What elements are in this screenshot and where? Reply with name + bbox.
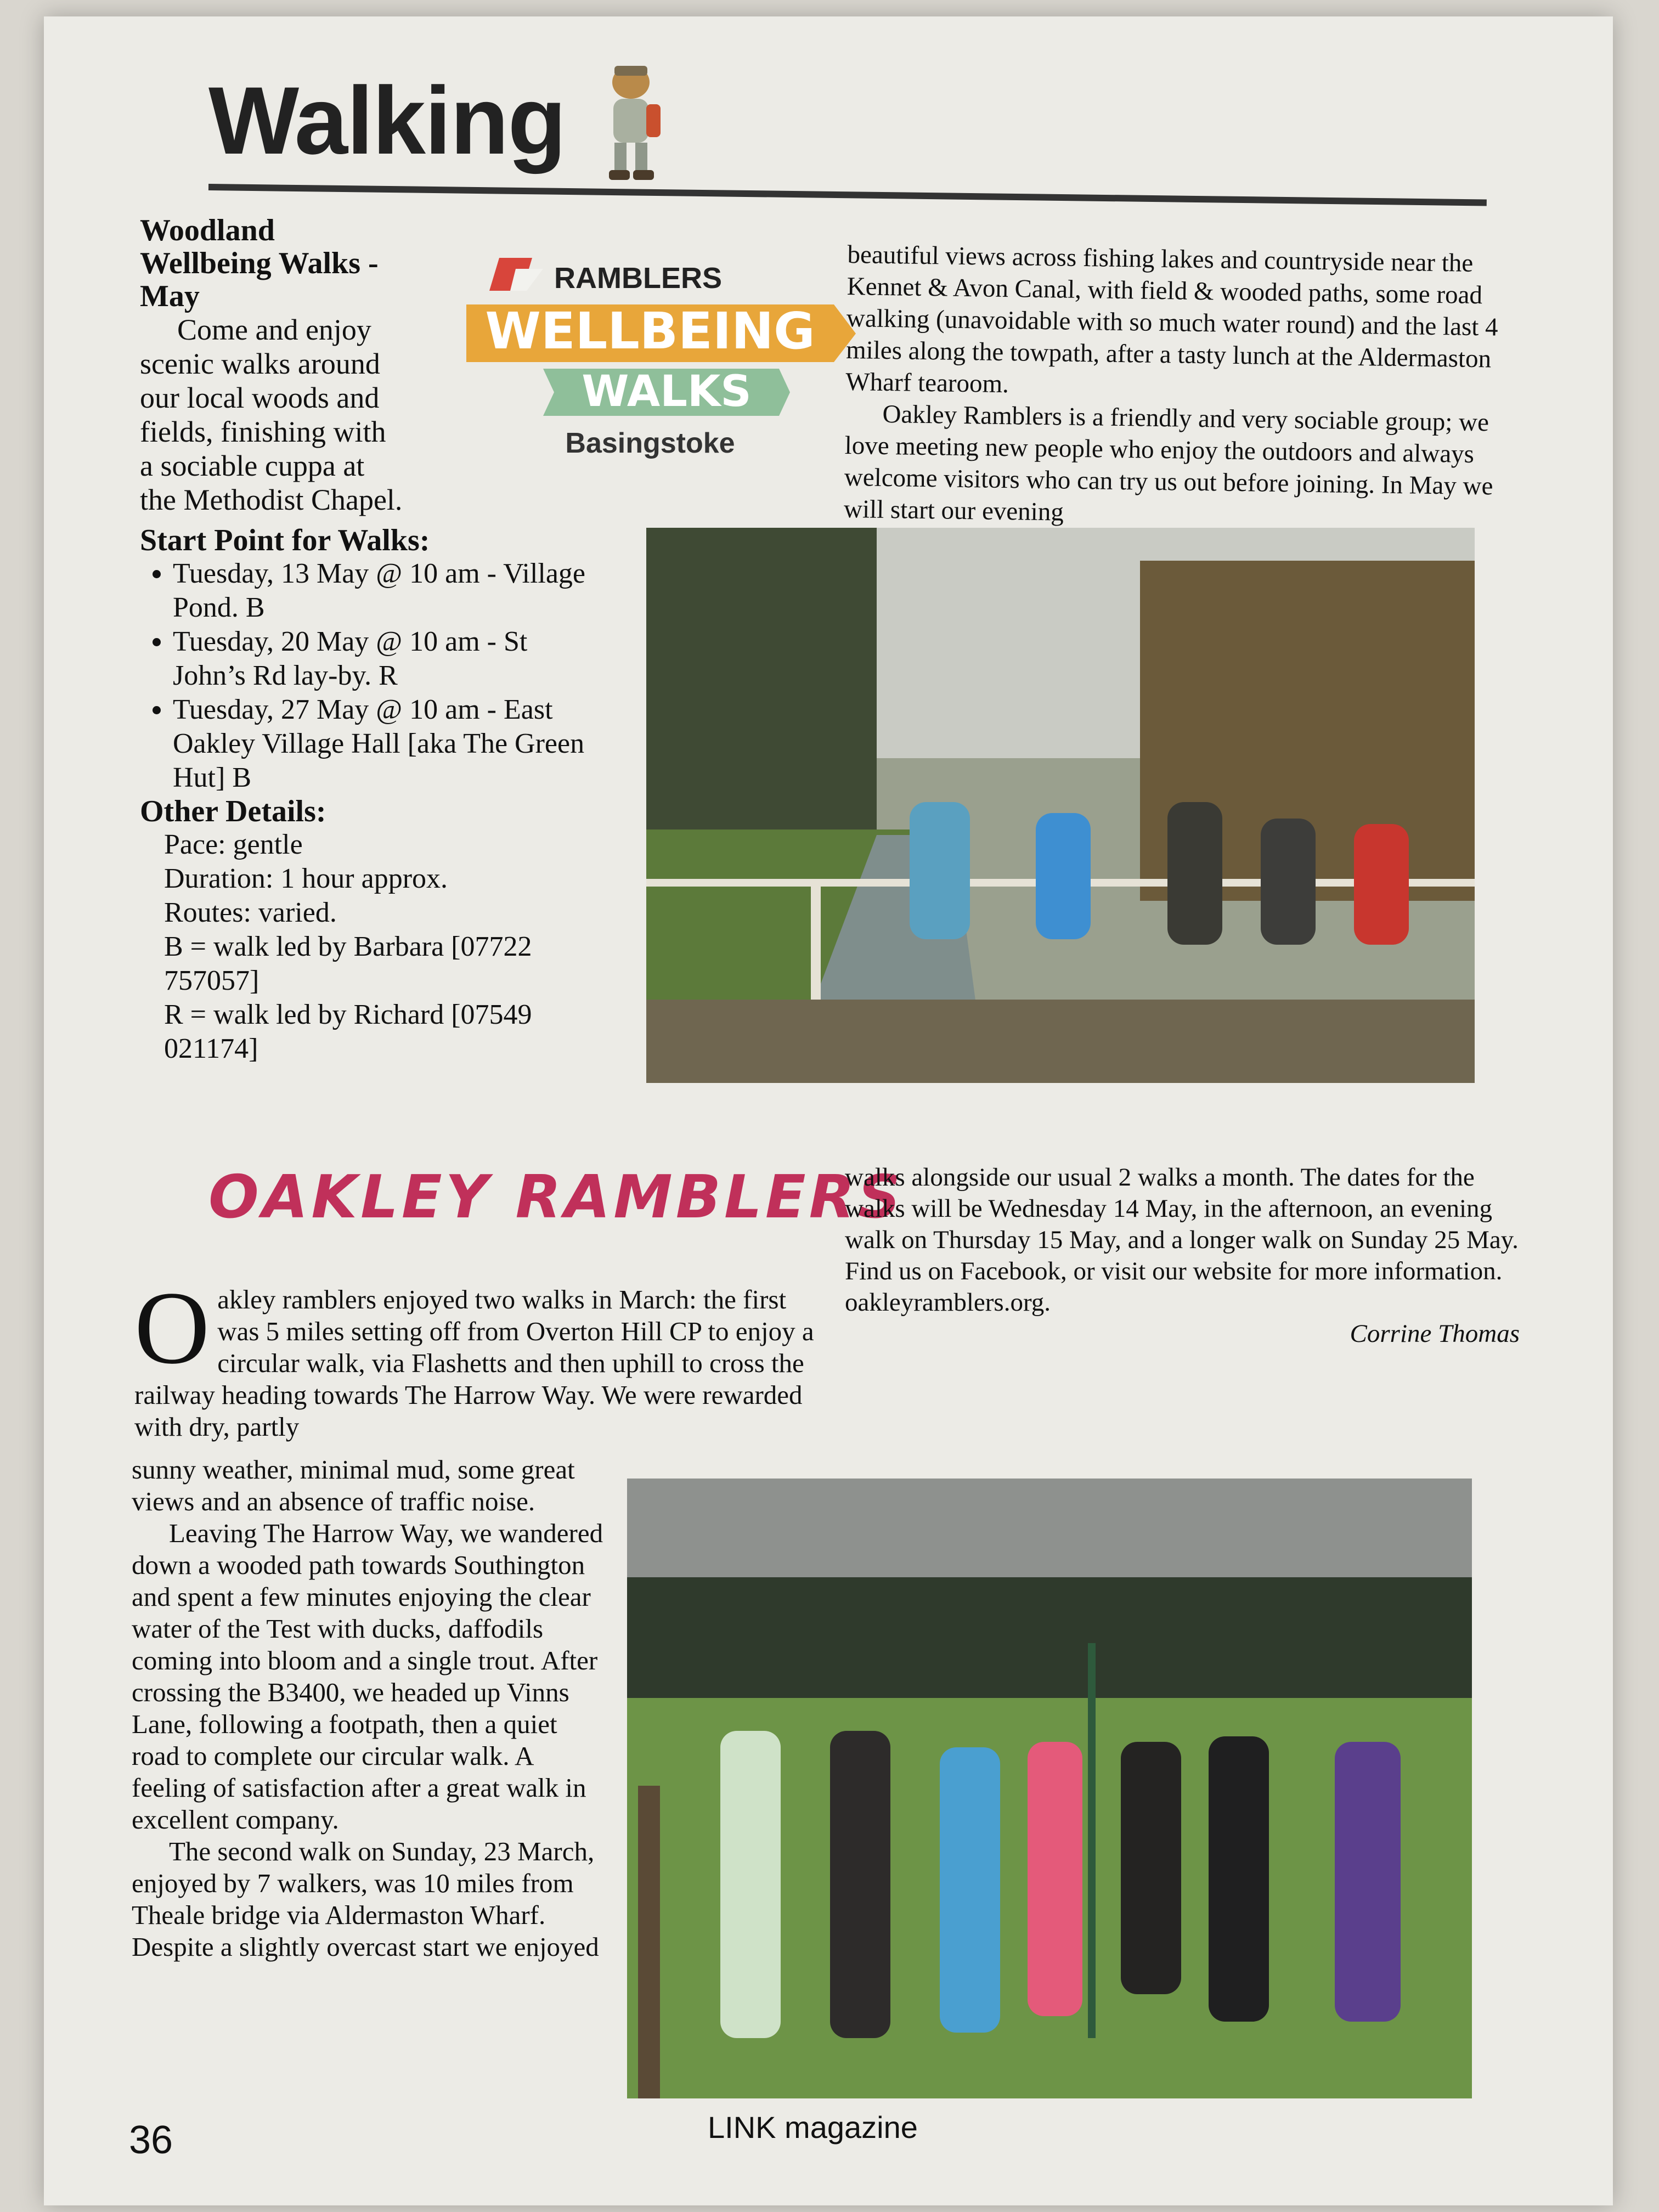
walkers-group-field-photo	[627, 1479, 1472, 2098]
page-number: 36	[129, 2118, 173, 2162]
header-rule	[208, 184, 1487, 206]
detail-pace: Pace: gentle	[164, 829, 303, 860]
detail-leader-barbara: B = walk led by Barbara [07722 757057]	[164, 931, 532, 996]
story-paragraph-3: The second walk on Sunday, 23 March, enjoyed by 7 walkers, was 10 miles from Theale bridge via Aldermaston Wharf. Despite a slightly overcast start we enjoyed	[132, 1836, 599, 1962]
story-paragraph-1: akley ramblers enjoyed two walks in March: the first was 5 miles setting off from Overton Hill CP to enjoy a circular walk, via Flashetts and then uphill to cross the railway heading towards The Harrow Way. We were rewarded with dry, partly	[134, 1284, 814, 1442]
walk-item: • Tuesday, 13 May @ 10 am - Village Pond. B	[173, 557, 590, 625]
oakley-ramblers-intro: Oakley Ramblers is a friendly and very sociable group; we love meeting new people who enjoy the outdoors and always welcome visitors who can try us out before joining. In May we will start our evening	[843, 399, 1493, 527]
walkers-by-river-photo	[646, 528, 1475, 1083]
other-details-heading: Other Details:	[140, 794, 326, 828]
section-title: Walking	[208, 67, 566, 174]
oakley-ramblers-title: OAKLEY RAMBLERS	[208, 1163, 904, 1232]
logo-place: Basingstoke	[565, 427, 735, 459]
magazine-page	[44, 16, 1613, 2205]
drop-cap: O	[134, 1271, 210, 1386]
walk-list	[140, 557, 590, 795]
author-name: Corrine Thomas	[1350, 1319, 1520, 1348]
story-paragraph-2: Leaving The Harrow Way, we wandered down a wooded path towards Southington and spent a few minutes enjoying the clear water of the Test with ducks, daffodils coming into bloom and a single trout. After crossing the B3400, we headed up Vinns Lane, following a footpath, then a quiet road to complete our circular walk. A feeling of satisfaction after a great walk in excellent company.	[132, 1518, 603, 1835]
start-point-heading: Start Point for Walks:	[140, 523, 430, 557]
details-list	[140, 828, 570, 1066]
logo-line2: WALKS	[582, 367, 752, 416]
magazine-name: LINK magazine	[708, 2110, 918, 2145]
evening-walks-paragraph: walks alongside our usual 2 walks a month. The dates for the walks will be Wednesday 14 May, in the afternoon, an evening walk on Thursday 15 May, and a longer walk on Sunday 25 May. Find us on Facebook, or visit our website for more information. oakleyramblers.org.	[845, 1163, 1519, 1317]
woodland-heading: Woodland Wellbeing Walks - May	[140, 213, 379, 313]
logo-brand: RAMBLERS	[554, 262, 722, 295]
ramblers-column-right	[845, 1162, 1520, 1350]
ramblers-story-wide	[134, 1271, 831, 1443]
woodland-intro-block	[140, 214, 496, 517]
walk-schedule	[140, 524, 678, 1066]
walk-item: • Tuesday, 27 May @ 10 am - East Oakley Village Hall [aka The Green Hut] B	[173, 693, 590, 795]
woodland-intro: Come and enjoy scenic walks around our local woods and fields, finishing with a sociable cuppa at the Methodist Chapel.	[140, 313, 403, 516]
ramblers-wellbeing-walks-logo	[461, 247, 856, 466]
detail-routes: Routes: varied.	[164, 897, 337, 928]
walk-item: • Tuesday, 20 May @ 10 am - St John’s Rd lay-by. R	[173, 625, 590, 693]
story-paragraph-1-end: sunny weather, minimal mud, some great views and an absence of traffic noise.	[132, 1454, 575, 1516]
detail-duration: Duration: 1 hour approx.	[164, 863, 448, 894]
ramblers-story-narrow	[132, 1454, 609, 1963]
walk-description-continued	[844, 239, 1528, 534]
walker-mascot-illustration	[582, 60, 680, 187]
logo-line1: WELLBEING	[485, 302, 815, 360]
detail-leader-richard: R = walk led by Richard [07549 021174]	[164, 999, 532, 1064]
continued-paragraph: beautiful views across fishing lakes and countryside near the Kennet & Avon Canal, with field & wooded paths, some road walking (unavoidable with so much water round) and the last 4 miles along the towpath, after a tasty lunch at the Aldermaston Wharf tearoom.	[845, 240, 1498, 399]
